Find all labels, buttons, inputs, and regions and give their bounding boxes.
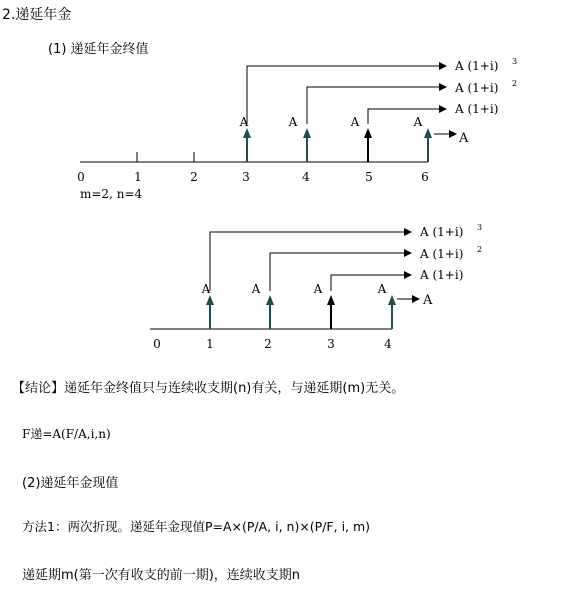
tick-label: 3 bbox=[242, 170, 250, 184]
payment-label: A bbox=[251, 282, 261, 296]
payment-arrowhead bbox=[303, 128, 311, 138]
tick-label: 6 bbox=[421, 170, 429, 184]
end-label: A bbox=[459, 131, 469, 146]
payment-label: A bbox=[377, 282, 387, 296]
fv-label: A (1+i) bbox=[455, 102, 499, 116]
fv-label: A (1+i) bbox=[420, 247, 464, 261]
fv-exponent: 2 bbox=[512, 79, 518, 88]
payment-arrowhead bbox=[424, 128, 432, 138]
tick-label: 0 bbox=[153, 337, 161, 351]
tick-label: 1 bbox=[206, 337, 214, 351]
compound-arrow-2 bbox=[307, 87, 446, 124]
compound-arrow-1 bbox=[331, 275, 411, 291]
tick-label: 4 bbox=[384, 337, 392, 351]
payment-label: A bbox=[350, 115, 360, 129]
compound-arrow-1 bbox=[368, 109, 446, 124]
payment-label: A bbox=[201, 282, 211, 296]
fv-label: A (1+i) bbox=[455, 81, 499, 95]
diagram-1 bbox=[77, 57, 517, 201]
tick-label: 0 bbox=[77, 170, 85, 184]
fv-label: A (1+i) bbox=[455, 59, 499, 73]
tick-label: 1 bbox=[134, 170, 142, 184]
compound-arrow-2 bbox=[270, 253, 411, 291]
payment-label: A bbox=[413, 115, 423, 129]
payment-arrowhead bbox=[243, 128, 251, 138]
fv-label: A (1+i) bbox=[420, 225, 464, 239]
tick-label: 3 bbox=[327, 337, 335, 351]
payment-arrowhead bbox=[327, 295, 335, 305]
fv-exponent: 3 bbox=[512, 57, 518, 66]
tick-label: 5 bbox=[365, 170, 373, 184]
payment-label: A bbox=[288, 115, 298, 129]
fv-exponent: 2 bbox=[477, 245, 483, 254]
fv-exponent: 3 bbox=[477, 223, 483, 232]
tick-label: 4 bbox=[302, 170, 310, 184]
fv-label: A (1+i) bbox=[420, 268, 464, 282]
period-note: 递延期m(第一次有收支的前一期)，连续收支期n bbox=[22, 568, 301, 583]
subsection-title-future-value: (1) 递延年金终值 bbox=[48, 42, 149, 57]
payment-label: A bbox=[239, 115, 249, 129]
tick-label: 2 bbox=[190, 170, 198, 184]
conclusion-text: 【结论】递延年金终值只与连续收支期(n)有关，与递延期(m)无关。 bbox=[12, 381, 405, 396]
end-label: A bbox=[423, 293, 433, 308]
method-1-text: 方法1：两次折现。递延年金现值P=A×(P/A, i, n)×(P/F, i, m) bbox=[22, 519, 371, 534]
payment-label: A bbox=[313, 282, 323, 296]
tick-label: 2 bbox=[264, 337, 272, 351]
formula-future-value: F递=A(F/A,i,n) bbox=[22, 427, 111, 441]
payment-arrowhead bbox=[364, 128, 372, 138]
payment-arrowhead bbox=[388, 295, 396, 305]
diagram-2 bbox=[150, 223, 482, 351]
payment-arrowhead bbox=[206, 295, 214, 305]
payment-arrowhead bbox=[266, 295, 274, 305]
diagram-caption: m=2, n=4 bbox=[80, 187, 143, 201]
subsection-title-present-value: (2)递延年金现值 bbox=[22, 476, 119, 491]
section-title: 2.递延年金 bbox=[2, 7, 72, 23]
